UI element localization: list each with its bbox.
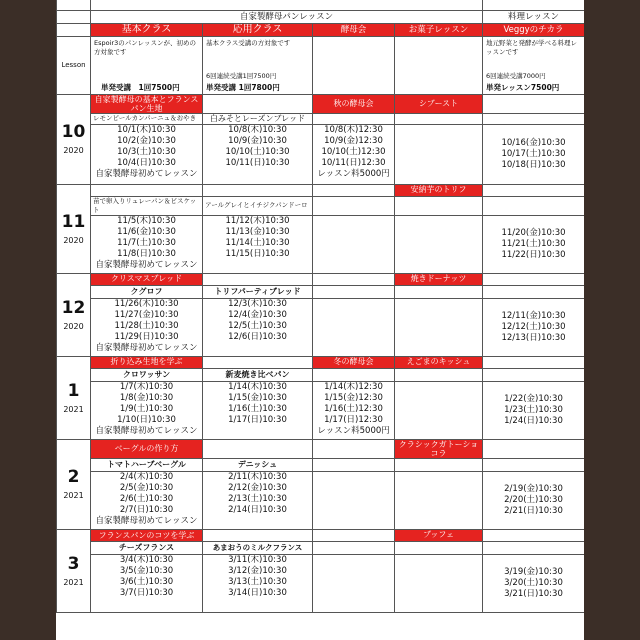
jan-basic-title: クロワッサン (91, 368, 203, 381)
basic-desc: Espoir3のパンレッスンが、初めの方対象です 単発受講 1回7500円 (91, 36, 203, 94)
col-basic: 基本クラス (91, 23, 203, 36)
mar-basic-dates: 3/4(木)10:30 3/5(金)10:30 3/6(土)10:30 3/7(日)10:30 (91, 554, 203, 612)
oct-koubo-dates: 10/8(木)12:30 10/9(金)12:30 10/10(土)12:30 10/11(日)12:30 レッスン料5000円 (313, 124, 395, 184)
mar-veggy-dates: 3/19(金)10:30 3/20(土)10:30 3/21(日)10:30 (483, 554, 585, 612)
nov-okashi-theme: 安納芋のトリフ (395, 184, 483, 196)
oct-veggy-dates: 10/16(金)10:30 10/17(土)10:30 10/18(日)10:30 (483, 124, 585, 184)
header-cooking-lessons: 料理レッスン (483, 10, 585, 23)
oct-advanced-dates: 10/8(木)10:30 10/9(金)10:30 10/10(土)10:30 10/11(日)10:30 (203, 124, 313, 184)
jan-koubo-theme: 冬の酵母会 (313, 356, 395, 368)
col-okashi: お菓子レッスン (395, 23, 483, 36)
oct-koubo-theme: 秋の酵母会 (313, 94, 395, 113)
feb-basic-dates: 2/4(木)10:30 2/5(金)10:30 2/6(土)10:30 2/7(日)10:30 自家製酵母初めてレッスン (91, 471, 203, 529)
oct-basic-theme: 自家製酵母の基本とフランスパン生地 (91, 94, 203, 113)
mar-basic-theme: フランスパンのコツを学ぶ (91, 529, 203, 541)
lesson-label: Lesson (57, 36, 91, 94)
dec-advanced-title: トリフパーティブレッド (203, 285, 313, 298)
mar-advanced-dates: 3/11(木)10:30 3/12(金)10:30 3/13(土)10:30 3/14(日)10:30 (203, 554, 313, 612)
feb-basic-title: トマトハーブベーグル (91, 458, 203, 471)
col-veggy: Veggyのチカラ (483, 23, 585, 36)
nov-basic-dates: 11/5(木)10:30 11/6(金)10:30 11/7(土)10:30 11/8(日)10:30 自家製酵母初めてレッスン (91, 215, 203, 273)
month-mar: 3 2021 (57, 529, 91, 612)
jan-basic-theme: 折り込み生地を学ぶ (91, 356, 203, 368)
col-advanced: 応用クラス (203, 23, 313, 36)
schedule-table (56, 0, 584, 613)
advanced-desc: 基本クラス受講の方対象です 6回連続受講1回7500円 単発受講 1回7800円 (203, 36, 313, 94)
veggy-desc: 地元野菜と発酵が学べる料理レッスンです 6回連続受講7000円 単発レッスン7500円 (483, 36, 585, 94)
oct-advanced-title: 白みそとレーズンブレッド (203, 113, 313, 124)
jan-basic-dates: 1/7(木)10:30 1/8(金)10:30 1/9(土)10:30 1/10(日)10:30 自家製酵母初めてレッスン (91, 381, 203, 439)
mar-okashi-theme: ブッフェ (395, 529, 483, 541)
schedule-sheet (56, 0, 584, 640)
jan-advanced-dates: 1/14(木)10:30 1/15(金)10:30 1/16(土)10:30 1/17(日)10:30 (203, 381, 313, 439)
month-jan: 1 2021 (57, 356, 91, 439)
mar-basic-title: チーズフランス (91, 541, 203, 554)
jan-veggy-dates: 1/22(金)10:30 1/23(土)10:30 1/24(日)10:30 (483, 381, 585, 439)
feb-okashi-theme: クラシックガトーショコラ (395, 439, 483, 458)
oct-basic-dates: 10/1(木)10:30 10/2(金)10:30 10/3(土)10:30 10/4(日)10:30 自家製酵母初めてレッスン (91, 124, 203, 184)
nov-veggy-dates: 11/20(金)10:30 11/21(土)10:30 11/22(日)10:30 (483, 215, 585, 273)
col-koubo: 酵母会 (313, 23, 395, 36)
month-nov: 11 2020 (57, 184, 91, 273)
feb-advanced-title: デニッシュ (203, 458, 313, 471)
dec-basic-dates: 11/26(木)10:30 11/27(金)10:30 11/28(土)10:30 11/29(日)10:30 自家製酵母初めてレッスン (91, 298, 203, 356)
header-bread-lessons: 自家製酵母パンレッスン (91, 10, 483, 23)
feb-basic-theme: ベーグルの作り方 (91, 439, 203, 458)
dec-okashi-theme: 焼きドーナッツ (395, 273, 483, 285)
dec-advanced-dates: 12/3(木)10:30 12/4(金)10:30 12/5(土)10:30 12/6(日)10:30 (203, 298, 313, 356)
jan-okashi-theme: えごまのキッシュ (395, 356, 483, 368)
oct-okashi-theme: シブースト (395, 94, 483, 113)
oct-basic-title: レモンピールカンパーニュ＆おやき (91, 113, 203, 124)
dec-veggy-dates: 12/11(金)10:30 12/12(土)10:30 12/13(日)10:30 (483, 298, 585, 356)
month-feb: 2 2021 (57, 439, 91, 529)
month-dec: 12 2020 (57, 273, 91, 356)
month-oct: 10 2020 (57, 94, 91, 184)
mar-advanced-title: あまおうのミルクフランス (203, 541, 313, 554)
nov-advanced-title: アールグレイとイチジクパンドーロ (203, 196, 313, 215)
feb-advanced-dates: 2/11(木)10:30 2/12(金)10:30 2/13(土)10:30 2/14(日)10:30 (203, 471, 313, 529)
jan-advanced-title: 新麦焼き比べパン (203, 368, 313, 381)
nov-basic-title: 苗で卵入りリュレーパン＆ビスケット (91, 196, 203, 215)
dec-basic-theme: クリスマスブレッド (91, 273, 203, 285)
jan-koubo-dates: 1/14(木)12:30 1/15(金)12:30 1/16(土)12:30 1/17(日)12:30 レッスン料5000円 (313, 381, 395, 439)
feb-veggy-dates: 2/19(金)10:30 2/20(土)10:30 2/21(日)10:30 (483, 471, 585, 529)
dec-basic-title: クグロフ (91, 285, 203, 298)
nov-advanced-dates: 11/12(木)10:30 11/13(金)10:30 11/14(土)10:30 11/15(日)10:30 (203, 215, 313, 273)
